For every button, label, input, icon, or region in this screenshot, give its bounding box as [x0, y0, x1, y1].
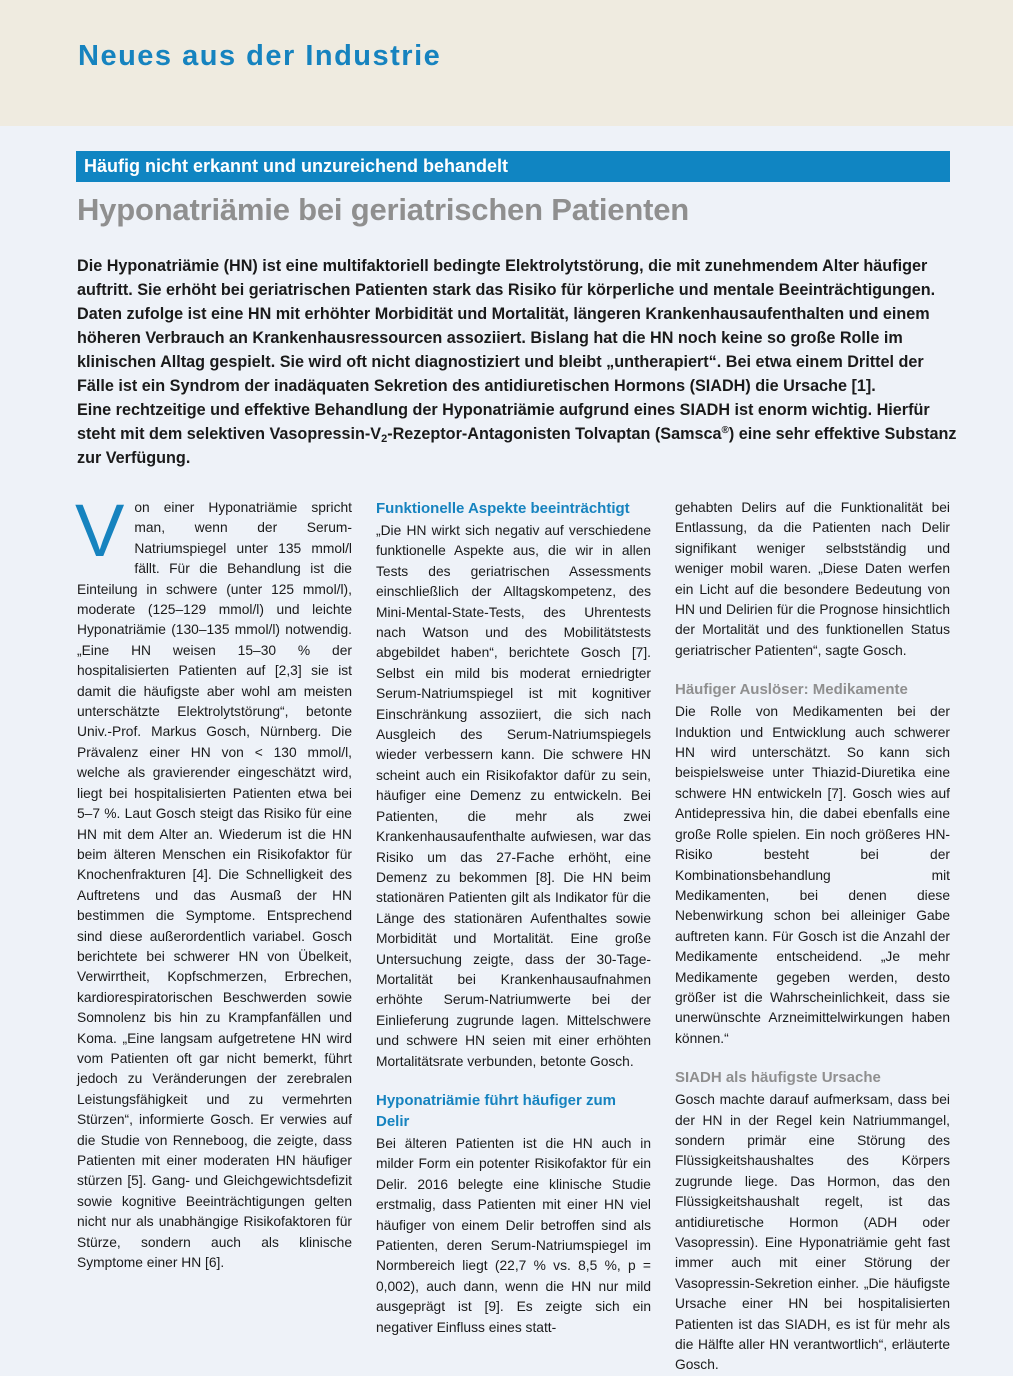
body-paragraph: Gosch machte darauf aufmerksam, dass bei der HN in der Regel kein Natriummangel, sondern primär eine Störung des Flüssigkeitshaushaltes des Körpers zugrunde liege. Das Hormon, das den Flüssigkeitshaushalt regelt, ist das antidiuretische Hormon (ADH oder Vasopressin). Eine Hyponatriämie geht fast immer auch mit einer Störung der Vasopressin-Sekretion einher. „Die häufigste Ursache einer HN bei hospitalisierten Patienten ist das SIADH, es ist für mehr als die Hälfte aller HN verantwortlich“, erläuterte Gosch.	[675, 1092, 950, 1373]
lead-paragraph-2	[77, 398, 957, 470]
lead-p2-subscript: 2	[381, 433, 388, 445]
body-paragraph: Bei älteren Patienten ist die HN auch in milder Form ein potenter Risikofaktor für ein Delir. 2016 belegte eine klinische Studie erstmalig, dass Patienten mit einer HN viel häufiger von einem Delir betroffen sind als Patienten, deren Serum-Natriumspiegel im Normbereich liegt (22,7 % vs. 8,5 %, p = 0,002), auch dann, wenn die HN nur mild ausgeprägt ist [9]. Es zeigte sich ein negativer Einfluss eines statt-	[376, 1135, 651, 1335]
article-lead	[77, 254, 957, 470]
body-column-1	[75, 489, 352, 1273]
body-paragraph: on einer Hyponatriämie spricht man, wenn der Serum-Natriumspiegel unter 135 mmol/l fällt. Für die Behandlung ist die Einteilung in schwere (unter 125 mmol/l), moderate (125–129 mmol/l) und leichte Hyponatriämie (130–135 mmol/l) notwendig. „Eine HN weisen 15–30 % der hospitalisierten Patienten auf [2,3] sie ist damit die häufigste aber wohl am meisten unterschätzte Elektrolytstörung“, betonte Univ.-Prof. Markus Gosch, Nürnberg. Die Prävalenz einer HN von < 130 mmol/l, welche als gravierender eingeschätzt wird, liegt bei hospitalisierten Patienten etwa bei 5–7 %. Laut Gosch steigt das Risiko für eine HN mit dem Alter an. Wiederum ist die HN beim älteren Menschen ein Risikofaktor für Knochenfrakturen [4]. Die Schnelligkeit des Auftretens und das Ausmaß der HN bestimmen die Symptome. Entsprechend sind diese außerordentlich variabel. Gosch berichtete bei schwerer HN von Übelkeit, Verwirrtheit, Kopfschmerzen, Erbrechen, kardiorespiratorischen Beschwerden sowie Somnolenz bis hin zu Krampfanfällen und Koma. „Eine langsam aufgetretene HN wird vom Patienten oft gar nicht bemerkt, führt jedoch zu Veränderungen der zerebralen Leistungsfähigkeit und zu vermehrten Stürzen“, informierte Gosch. Er verwies auf die Studie von Renneboog, die zeigte, dass Patienten mit einer moderaten HN häufiger stürzen [5]. Gang- und Gleichgewichtsdefizit sowie kognitive Beeinträchtigungen gelten nicht nur als unabhängige Risikofaktoren für Stürze, sondern auch als klinische Symptome einer HN [6].	[77, 500, 352, 1271]
lead-paragraph-1: Die Hyponatriämie (HN) ist eine multifaktoriell bedingte Elektrolytstörung, die mit zunehmendem Alter häufiger auftritt. Sie erhöht bei geriatrischen Patienten stark das Risiko für körperliche und mentale Beeinträchtigungen. Daten zufolge ist eine HN mit erhöhter Morbidität und Mortalität, längeren Krankenhausaufenthalten und einem höheren Verbrauch an Krankenhausressourcen assoziiert. Bislang hat die HN noch keine so große Rolle im klinischen Alltag gespielt. Sie wird oft nicht diagnostiziert und bleibt „untherapiert“. Bei etwa einem Drittel der Fälle ist ein Syndrom der inadäquaten Sekretion des antidiuretischen Hormons (SIADH) die Ursache [1].	[77, 257, 936, 395]
article-headline: Hyponatriämie bei geriatrischen Patienten	[77, 192, 689, 227]
subheading-siadh: SIADH als häufigste Ursache	[675, 1069, 881, 1087]
body-paragraph: Die Rolle von Medikamenten bei der Induktion und Entwicklung auch schwerer HN wird unterschätzt. So kann sich beispielsweise unter Thiazid-Diuretika eine schwere HN entwickeln [7]. Gosch wies auf Antidepressiva hin, die dabei ebenfalls eine große Rolle spielen. Ein noch größeres HN-Risiko besteht bei der Kombinationsbehandlung mit Medikamenten, bei denen diese Nebenwirkung schon bei alleiniger Gabe auftreten kann. Für Gosch ist die Anzahl der Medikamente entscheidend. „Je mehr Medikamente gegeben werden, desto größer ist die Wahrscheinlichkeit, dass sie unerwünschte Arzneimittelwirkungen haben können.“	[675, 704, 950, 1046]
subheading-medication: Häufiger Auslöser: Medikamente	[675, 681, 908, 699]
lead-p2-text-c: ) eine sehr effektive Substanz zur Verfügung.	[77, 425, 957, 467]
drop-cap: V	[75, 489, 125, 572]
subheading-functional-aspects: Funktionelle Aspekte beeinträchtigt	[376, 500, 630, 517]
lead-p2-text-a: Eine rechtzeitige und effektive Behandlung der Hyponatriämie aufgrund eines SIADH ist enorm wichtig. Hierfür steht mit dem selektiven Vasopressin-V	[77, 401, 930, 443]
body-column-2	[376, 498, 651, 1338]
section-title: Neues aus der Industrie	[78, 40, 442, 72]
article-kicker: Häufig nicht erkannt und unzureichend behandelt	[76, 151, 950, 182]
subheading-delirium: Hyponatriämie führt häufiger zum Delir	[376, 1091, 617, 1130]
body-column-3	[675, 498, 950, 1376]
body-paragraph: „Die HN wirkt sich negativ auf verschiedene funktionelle Aspekte aus, die wir in allen Tests des geriatrischen Assessments einschließlich der Alltagskompetenz, des Mini-Mental-State-Tests, des Uhrentests nach Watson und des Mobilitätstests abgebildet haben“, berichtete Gosch [7]. Selbst ein mild bis moderat erniedrigter Serum-Natriumspiegel ist mit kognitiver Einschränkung assoziiert, die sich nach Ausgleich des Serum-Natriumspiegels wieder verbessern kann. Die schwere HN scheint auch ein Risikofaktor dafür zu sein, häufiger eine Demenz zu entwickeln. Bei Patienten, die mehr als zwei Krankenhausaufenthalte aufwiesen, war das Risiko um das 27-Fache erhöht, eine Demenz zu bekommen [8]. Die HN beim stationären Patienten gilt als Indikator für die Länge des stationären Aufenthaltes sowie Morbidität und Mortalität. Eine große Untersuchung zeigte, dass der 30-Tage-Mortalität bei Krankenhausaufnahmen erhöhte Serum-Natriumwerte bei der Einlieferung zugrunde lagen. Mittelschwere und schwere HN seien mit einer erhöhten Mortalitätsrate verbunden, betonte Gosch.	[376, 523, 651, 1069]
registered-mark: ®	[721, 425, 729, 436]
lead-p2-text-b: -Rezeptor-Antagonisten Tolvaptan (Samsca	[387, 425, 722, 443]
body-paragraph: gehabten Delirs auf die Funktionalität bei Entlassung, da die Patienten nach Delir signifikant weniger selbstständig und weniger mobil waren. „Diese Daten werfen ein Licht auf die besondere Bedeutung von HN und Delirien für die Prognose hinsichtlich der Mortalität und des funktionellen Status geriatrischer Patienten“, sagte Gosch.	[675, 500, 950, 658]
